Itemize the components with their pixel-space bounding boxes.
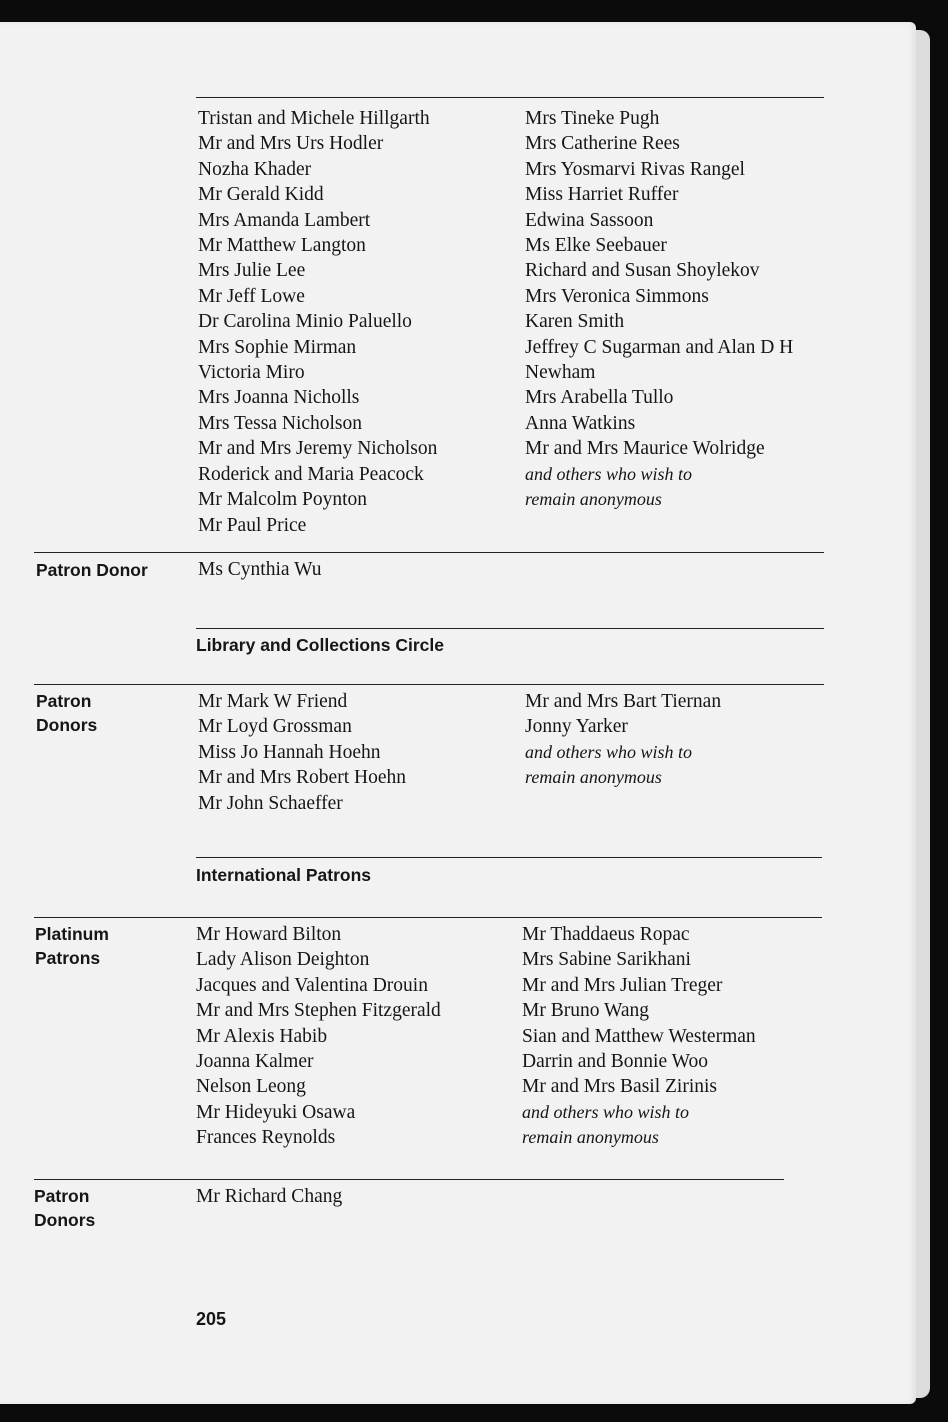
list-item: Mrs Julie Lee (198, 260, 306, 282)
name-list-international-right (522, 922, 756, 1151)
list-item: Mr and Mrs Stephen Fitzgerald (196, 1000, 441, 1022)
list-item: Mr and Mrs Maurice Wolridge (525, 438, 765, 460)
section-heading-library: Library and Collections Circle (196, 635, 444, 655)
divider (34, 917, 822, 918)
list-item: Sian and Matthew Westerman (522, 1025, 756, 1047)
list-item: Mrs Catherine Rees (525, 133, 680, 155)
name-list-top-right (525, 106, 793, 513)
list-item: Mr Matthew Langton (198, 235, 366, 257)
list-item: Mr Alexis Habib (196, 1025, 328, 1047)
list-item: Joanna Kalmer (196, 1051, 314, 1073)
list-item: Mr Malcolm Poynton (198, 489, 367, 511)
list-item: Miss Jo Hannah Hoehn (198, 741, 381, 763)
list-item: Mrs Yosmarvi Rivas Rangel (525, 158, 745, 180)
divider (34, 684, 824, 685)
name-list-top-left (198, 106, 437, 538)
list-item: Roderick and Maria Peacock (198, 463, 424, 485)
list-item: Mrs Tessa Nicholson (198, 412, 363, 434)
page-number: 205 (196, 1309, 227, 1329)
list-item: Mr Paul Price (198, 514, 307, 536)
divider (196, 857, 822, 858)
list-item: Anna Watkins (525, 412, 636, 434)
divider (34, 552, 824, 553)
list-item: Mr Mark W Friend (198, 691, 348, 712)
name-list-patron-donors (196, 1184, 342, 1209)
list-item: Mrs Arabella Tullo (525, 387, 674, 409)
anonymous-note: remain anonymous (525, 489, 662, 510)
list-item: Mrs Sabine Sarikhani (522, 949, 691, 971)
list-item: Mr and Mrs Robert Hoehn (198, 767, 406, 789)
list-item: Mr Richard Chang (196, 1186, 343, 1207)
list-item: Nelson Leong (196, 1076, 306, 1098)
list-item: Ms Elke Seebauer (525, 235, 667, 257)
list-item: Mr and Mrs Basil Zirinis (522, 1076, 717, 1098)
anonymous-note: remain anonymous (525, 767, 662, 788)
list-item: Mr Bruno Wang (522, 1000, 649, 1022)
list-item: Mr Gerald Kidd (198, 184, 324, 206)
section-label-platinum: Platinum Patrons (35, 924, 109, 968)
list-item: Mr Howard Bilton (196, 924, 342, 945)
divider (196, 97, 824, 98)
list-item: Tristan and Michele Hillgarth (198, 108, 430, 129)
list-item: Mr Hideyuki Osawa (196, 1101, 356, 1123)
list-item: Mr Jeff Lowe (198, 285, 305, 307)
list-item: Darrin and Bonnie Woo (522, 1051, 708, 1073)
section-label-library-donors: Patron Donors (36, 691, 98, 735)
list-item: Jeffrey C Sugarman and Alan D H (525, 336, 794, 358)
list-item: Mr Loyd Grossman (198, 716, 352, 738)
list-item: Mr John Schaeffer (198, 792, 343, 814)
list-item: Mrs Amanda Lambert (198, 209, 371, 231)
list-item: Mr and Mrs Urs Hodler (198, 133, 384, 155)
list-item: Jonny Yarker (525, 716, 628, 738)
list-item: Mrs Veronica Simmons (525, 285, 709, 307)
list-item: Mr and Mrs Bart Tiernan (525, 691, 722, 712)
name-list-patron-donor (198, 557, 321, 582)
list-item: Frances Reynolds (196, 1127, 336, 1149)
section-label-patron-donors: Patron Donors (34, 1186, 96, 1230)
book-page (0, 22, 916, 1404)
list-item: Jacques and Valentina Drouin (196, 974, 428, 996)
list-item: Mr Thaddaeus Ropac (522, 924, 690, 945)
list-item: Karen Smith (525, 311, 625, 333)
anonymous-note: and others who wish to (522, 1101, 690, 1122)
list-item: Mr and Mrs Julian Treger (522, 974, 723, 996)
divider (34, 1179, 784, 1180)
name-list-library-right (525, 689, 721, 791)
list-item: Miss Harriet Ruffer (525, 184, 679, 206)
list-item: Edwina Sassoon (525, 209, 654, 231)
section-heading-international: International Patrons (196, 865, 372, 885)
anonymous-note: and others who wish to (525, 463, 693, 484)
list-item: Mrs Sophie Mirman (198, 336, 357, 358)
section-label-patron-donor: Patron Donor (36, 560, 148, 580)
divider (196, 628, 824, 629)
list-item: Mrs Tineke Pugh (525, 108, 660, 129)
name-list-international-left (196, 922, 441, 1151)
list-item: Dr Carolina Minio Paluello (198, 311, 412, 333)
anonymous-note: and others who wish to (525, 741, 693, 762)
list-item: Mr and Mrs Jeremy Nicholson (198, 438, 438, 460)
list-item: Mrs Joanna Nicholls (198, 387, 360, 409)
list-item: Lady Alison Deighton (196, 949, 370, 971)
list-item: Newham (525, 362, 596, 384)
name-list-library-left (198, 689, 406, 816)
anonymous-note: remain anonymous (522, 1127, 659, 1148)
list-item: Nozha Khader (198, 158, 312, 180)
list-item: Victoria Miro (198, 362, 305, 384)
list-item: Ms Cynthia Wu (198, 559, 322, 580)
list-item: Richard and Susan Shoylekov (525, 260, 760, 282)
